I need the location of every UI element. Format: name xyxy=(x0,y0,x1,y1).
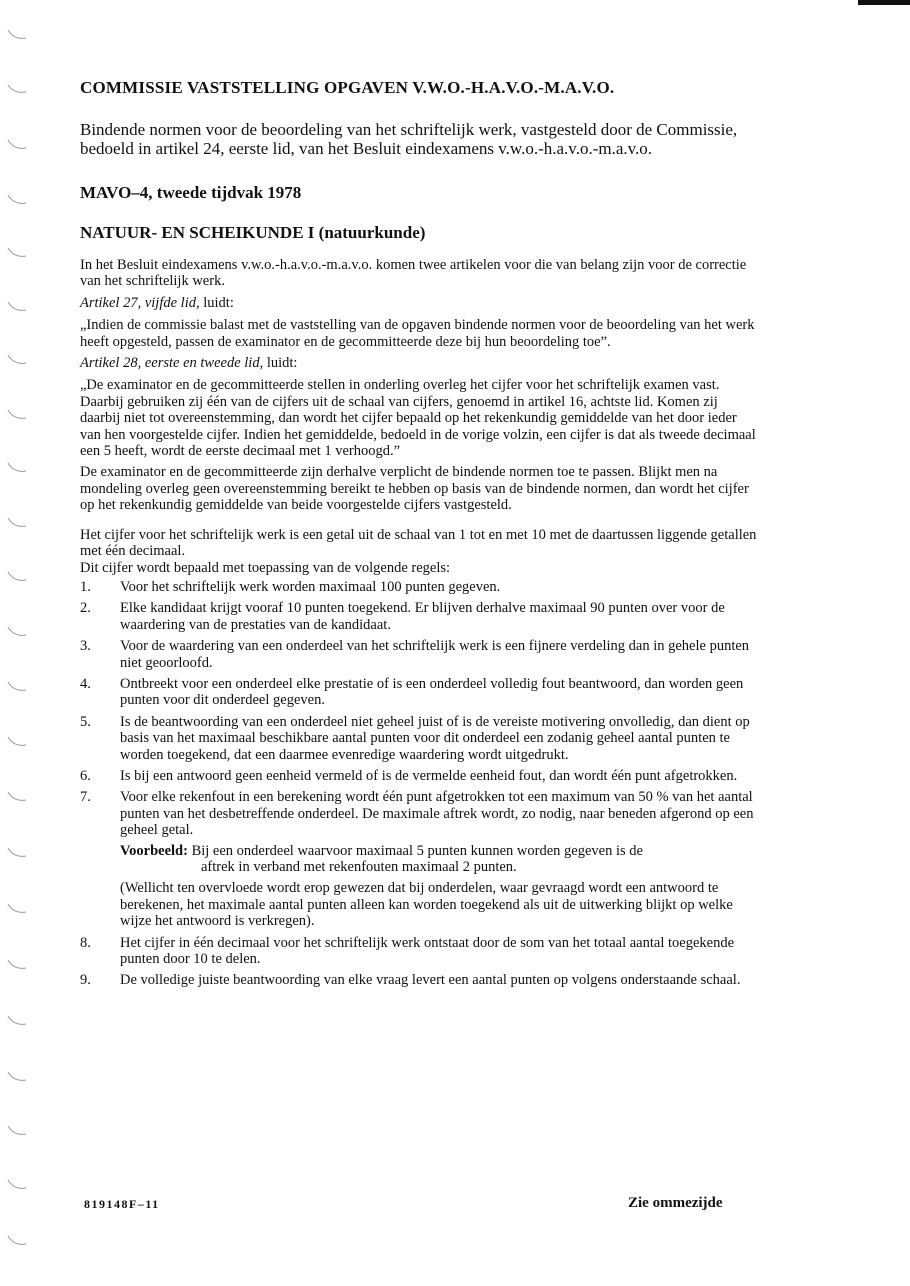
rule-text: Voor de waardering van een onderdeel van het schriftelijk werk is een fijnere verdeling dan in gehele punten niet geoorloofd. xyxy=(120,638,750,671)
binding-marks xyxy=(6,0,30,1286)
corner-mark xyxy=(858,0,910,5)
example-text-1: Bij een onderdeel waarvoor maximaal 5 punten kunnen worden gegeven is de xyxy=(191,842,643,859)
rule-item xyxy=(80,579,760,595)
rule-number: 3. xyxy=(80,638,91,655)
rule-number: 4. xyxy=(80,675,91,692)
intro-text: Bindende normen voor de beoordeling van het schriftelijk werk, vastgesteld door de Commissie, bedoeld in artikel 24, eerste lid, van het Besluit eindexamens v.w.o.-h.a.v.o.-m.a.v.o. xyxy=(80,120,738,158)
rule-item xyxy=(80,972,760,988)
rule-number: 9. xyxy=(80,972,91,989)
article-27-caption xyxy=(80,295,760,311)
rule-item xyxy=(80,714,760,763)
paragraph-besluit: In het Besluit eindexamens v.w.o.-h.a.v.o.-m.a.v.o. komen twee artikelen voor die van belang zijn voor de correctie van het schriftelijk werk. xyxy=(80,257,747,290)
article-28-caption xyxy=(80,355,760,371)
article-27-luidt: luidt: xyxy=(199,294,234,311)
example-text-2: aftrek in verband met rekenfouten maximaal 2 punten. xyxy=(201,859,517,875)
commission-title: COMMISSIE VASTSTELLING OPGAVEN V.W.O.-H.A.V.O.-M.A.V.O. xyxy=(80,78,615,97)
paragraph-verplicht: De examinator en de gecommitteerde zijn derhalve verplicht de bindende normen toe te passen. Blijkt men na mondeling overleg geen overeenstemming bereikt te hebben op basis van de bindende normen, dan wordt het cijfer op het rekenkundig gemiddelde van beide voorgestelde cijfers vastgesteld. xyxy=(80,464,749,514)
article-27-quote: „Indien de commissie balast met de vaststelling van de opgaven bindende normen voor de beoordeling van het werk heeft opgesteld, passen de examinator en de gecommitteerde deze bij hun beoordeling toe”. xyxy=(80,317,755,350)
rule-text: De volledige juiste beantwoording van elke vraag levert een aantal punten op volgens onderstaande schaal. xyxy=(120,972,741,989)
rule-number: 7. xyxy=(80,789,91,806)
rule-item xyxy=(80,789,760,929)
rule-text: Voor het schriftelijk werk worden maximaal 100 punten gegeven. xyxy=(120,578,501,595)
article-28-ref: Artikel 28, eerste en tweede lid, xyxy=(80,355,264,372)
subject-title: NATUUR- EN SCHEIKUNDE I (natuurkunde) xyxy=(80,223,426,242)
exam-title: MAVO–4, tweede tijdvak 1978 xyxy=(80,183,302,202)
rule-item xyxy=(80,935,760,968)
rule-7-note: (Wellicht ten overvloede wordt erop gewezen dat bij onderdelen, waar gevraagd wordt een antwoord te berekenen, het maximale aantal punten alleen kan worden toegekend als uit de uitwerking blijkt op welke wijze het antwoord is verkregen). xyxy=(120,880,733,930)
rule-item xyxy=(80,768,760,784)
rule-number: 1. xyxy=(80,578,91,595)
rule-text: Ontbreekt voor een onderdeel elke prestatie of is een onderdeel volledig fout beantwoord, dan worden geen punten voor dit onderdeel gegeven. xyxy=(120,675,744,709)
paragraph-cijfer: Het cijfer voor het schriftelijk werk is een getal uit de schaal van 1 tot en met 10 met de daartussen liggende getallen met één decimaal. xyxy=(80,526,757,560)
document-body xyxy=(80,78,760,994)
footer-code: 819148F–11 xyxy=(84,1197,160,1211)
rule-text: Is bij een antwoord geen eenheid vermeld of is de vermelde eenheid fout, dan wordt één punt afgetrokken. xyxy=(120,767,738,784)
article-28-quote: „De examinator en de gecommitteerde stellen in onderling overleg het cijfer voor het schriftelijk examen vast. Daarbij gebruiken zij één van de cijfers uit de schaal van cijfers, genoemd in artikel 16, achtste lid. Komen zij daarbij niet tot overeenstemming, dan wordt het cijfer bepaald op het rekenkundig gemiddelde van het door ieder van hen voorgestelde cijfer. Indien het gemiddelde, bedoeld in de vorige volzin, een cijfer is dat als tweede decimaal een 5 heeft, wordt de eerste decimaal met 1 verhoogd.” xyxy=(80,377,756,460)
rule-number: 5. xyxy=(80,713,91,730)
rules-list xyxy=(80,579,760,989)
footer-turn-page: Zie ommezijde xyxy=(628,1195,723,1211)
rule-item xyxy=(80,676,760,709)
rule-number: 6. xyxy=(80,767,91,784)
rule-text: Voor elke rekenfout in een berekening wordt één punt afgetrokken tot een maximum van 50 % van het aantal punten van het desbetreffende onderdeel. De maximale aftrek wordt, zo nodig, naar beneden afgerond op een geheel getal. xyxy=(120,789,754,839)
rule-item xyxy=(80,638,760,671)
paragraph-regels: Dit cijfer wordt bepaald met toepassing van de volgende regels: xyxy=(80,559,451,576)
rule-text: Is de beantwoording van een onderdeel niet geheel juist of is de vereiste motivering onvolledig, dan dient op basis van het maximaal beschikbare aantal punten voor dit onderdeel een zodanig geheel aantal punten te worden toegekend, dat een daarmee evenredige waardering wordt uitgedrukt. xyxy=(120,713,750,763)
rule-item xyxy=(80,600,760,633)
rule-number: 8. xyxy=(80,934,91,951)
rule-number: 2. xyxy=(80,600,91,617)
example-block xyxy=(120,843,760,876)
rule-text: Elke kandidaat krijgt vooraf 10 punten toegekend. Er blijven derhalve maximaal 90 punten over voor de waardering van de prestaties van de kandidaat. xyxy=(120,600,725,633)
rule-text: Het cijfer in één decimaal voor het schriftelijk werk ontstaat door de som van het totaal aantal toegekende punten door 10 te delen. xyxy=(120,934,734,968)
article-28-luidt: luidt: xyxy=(263,355,298,372)
article-27-ref: Artikel 27, vijfde lid, xyxy=(80,294,200,311)
example-label: Voorbeeld: xyxy=(120,842,188,859)
